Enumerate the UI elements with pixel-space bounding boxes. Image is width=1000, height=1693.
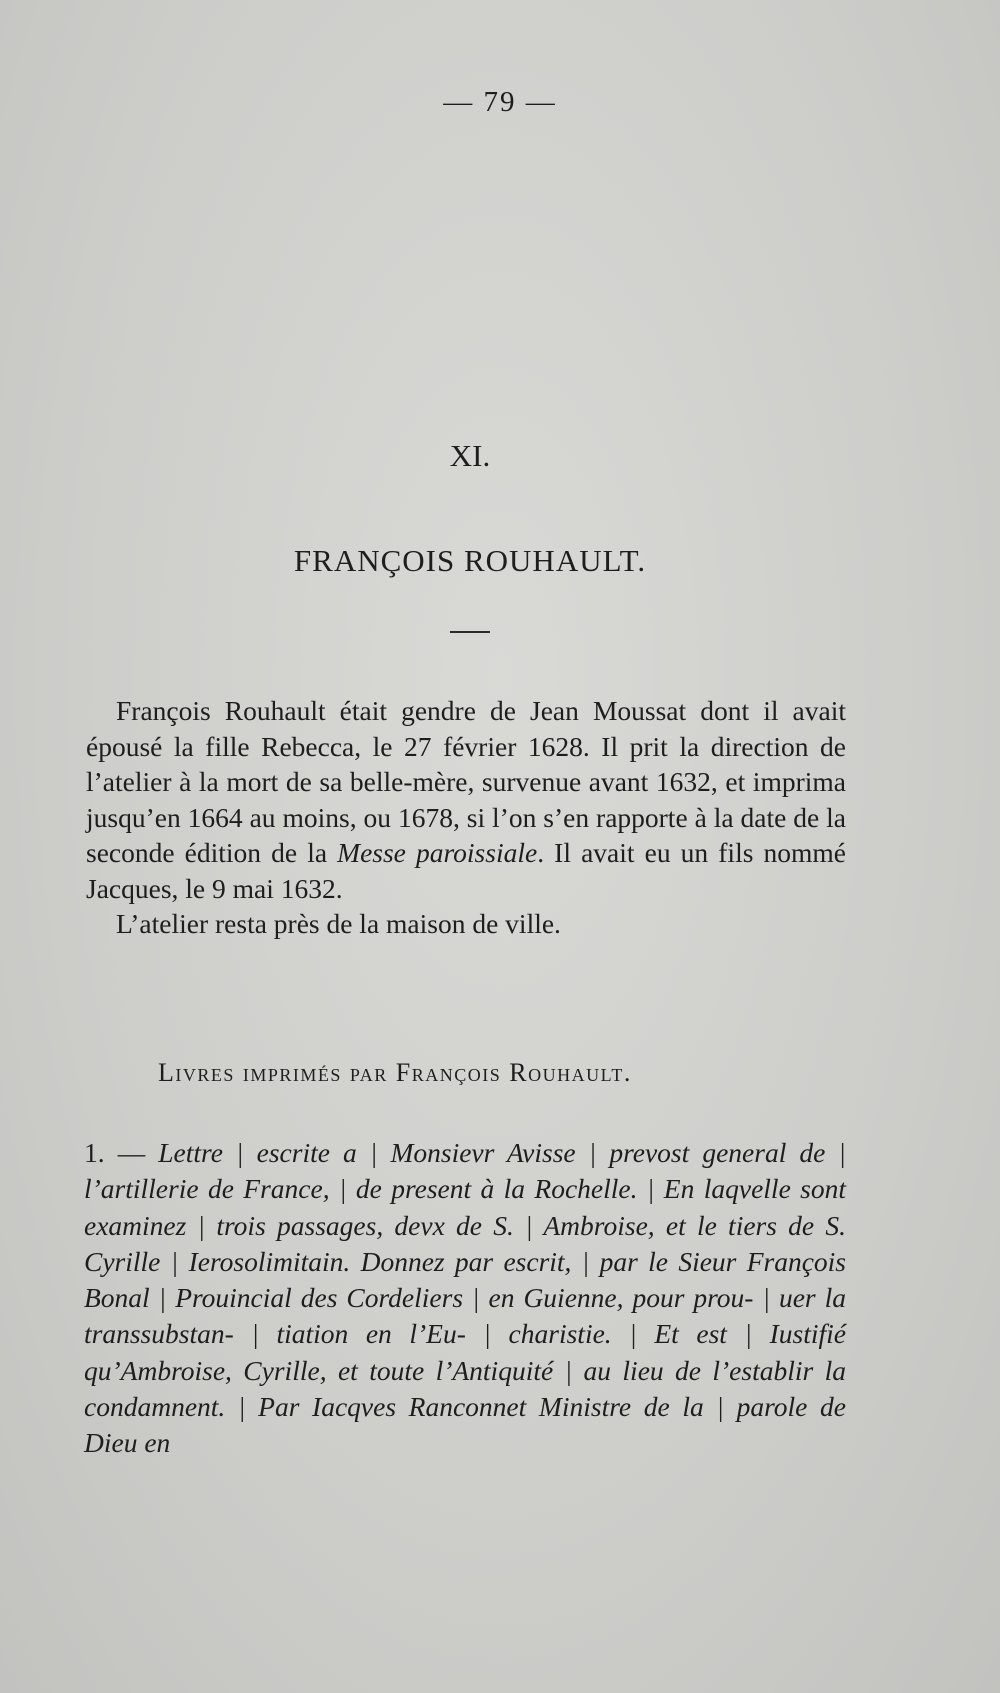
paragraph-2: L’atelier resta près de la maison de ville.	[116, 908, 561, 939]
body-text	[86, 693, 846, 942]
section-number: XI.	[449, 438, 491, 473]
paragraph-1-part-a: François Rouhault était gendre de Jean Moussat dont il avait épousé la fille Rebecca, le 27 février 1628. Il prit la direction de l’atelier à la mort de sa belle-mère, survenue avant 1632, et imprima jusqu’en 1664 au moins, ou 1678, si l’on s’en rapporte à la date de la seconde édition de la	[86, 695, 846, 868]
paragraph-1	[86, 693, 846, 906]
chapter-title: FRANÇOIS ROUHAULT.	[293, 543, 647, 578]
bibliography-entry-1	[84, 1135, 846, 1462]
page-number: — 79 —	[443, 86, 557, 118]
paragraph-1-part-b: . Il avait eu un fils nommé Jacques, le 9 mai 1632.	[86, 837, 847, 904]
entry-text: Lettre | escrite a | Monsievr Avisse | prevost general de | l’artillerie de France, | de present à la Rochelle. | En laqvelle sont examinez | trois passages, devx de S. | Ambroise, et le tiers de S. Cyrille | Ierosolimitain. Donnez par escrit, | par le Sieur François Bonal | Prouincial des Cordeliers | en Guienne, pour prou- | uer la transsubstan- | tiation en l’Eu- | charistie. | Et est | Iustifié qu’Ambroise, Cyrille, et toute l’Antiquité | au lieu de l’establir la condamnent. | Par Iacqves Ranconnet Ministre de la | parole de Dieu en	[84, 1137, 846, 1459]
paragraph-1-italic-title: Messe paroissiale	[337, 837, 538, 868]
sub-heading: Livres imprimés par François Rouhault.	[158, 1058, 632, 1087]
entry-number: 1. —	[84, 1137, 159, 1168]
separator-rule	[450, 631, 490, 633]
